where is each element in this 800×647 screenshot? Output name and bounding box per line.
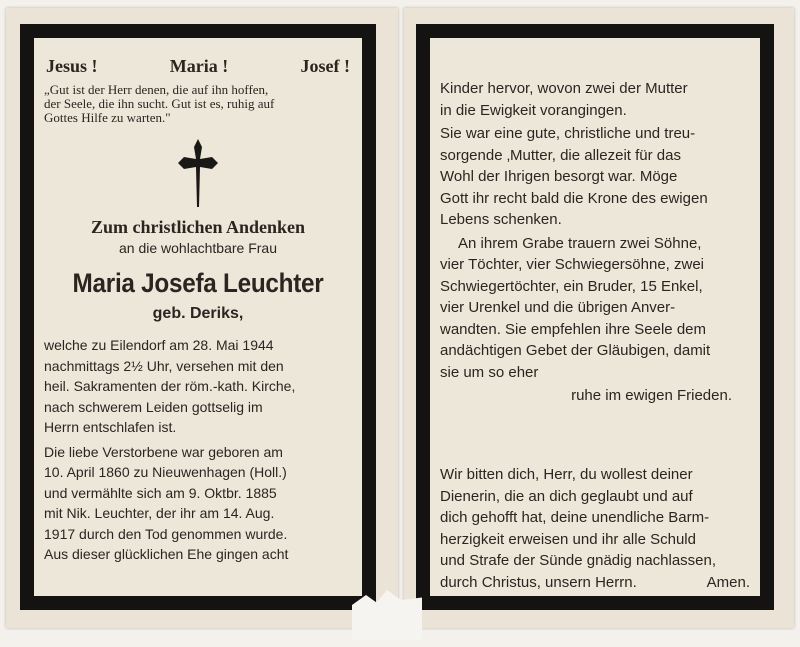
text-line: Kinder hervor, wovon zwei der Mutter: [440, 80, 688, 97]
invocation: [44, 56, 352, 77]
text-line: Sie war eine gute, christliche und treu-: [440, 125, 696, 142]
children-paragraph: [440, 78, 750, 121]
text-line: Wir bitten dich, Herr, du wollest deiner: [440, 466, 693, 483]
death-paragraph: [44, 335, 352, 438]
text-line: vier Urenkel und die übrigen Anver-: [440, 299, 676, 316]
invocation-josef: Josef !: [300, 56, 350, 76]
biography-paragraph: [44, 442, 352, 565]
text-line: Lebens schenken.: [440, 211, 562, 228]
heading: Zum christlichen Andenken: [90, 217, 306, 237]
text-line: durch Christus, unsern Herrn.: [440, 573, 637, 591]
birth-name: geb. Deriks,: [152, 305, 244, 322]
text-line: herzigkeit erweisen und ihr alle Schuld: [440, 530, 696, 548]
closing-line: [440, 572, 750, 594]
quote-line: der Seele, die ihn sucht. Gut ist es, ruhig auf: [44, 96, 275, 111]
text-line: Dienerin, die an dich geglaubt und auf: [440, 487, 693, 505]
text-line: vier Töchter, vier Schwiegersöhne, zwei: [440, 256, 705, 273]
text-line: Aus dieser glücklichen Ehe gingen acht: [44, 546, 289, 562]
text-line: und vermählte sich am 9. Oktbr. 1885: [44, 484, 277, 501]
subheading: an die wohlachtbare Frau: [119, 240, 277, 256]
text-line: dich gehofft hat, deine unendliche Barm-: [440, 509, 710, 526]
text-line: mit Nik. Leuchter, der ihr am 14. Aug.: [44, 505, 275, 521]
cross-icon: [176, 137, 220, 209]
quote-line: Gottes Hilfe zu warten.": [44, 110, 171, 125]
text-line: und Strafe der Sünde gnädig nachlassen,: [440, 552, 717, 569]
mourning-border-left: [20, 24, 376, 610]
text-line: in die Ewigkeit vorangingen.: [440, 101, 627, 119]
deceased-name: Maria Josefa Leuchter: [72, 268, 324, 298]
text-line: nachmittags 2½ Uhr, versehen mit den: [44, 357, 284, 374]
mourning-border-right: [416, 24, 774, 610]
text-line: Herrn entschlafen ist.: [44, 419, 177, 435]
invocation-maria: Maria !: [169, 56, 229, 76]
text-line: wandten. Sie empfehlen ihre Seele dem: [440, 320, 707, 338]
text-line: andächtigen Gebet der Gläubigen, damit: [440, 342, 711, 359]
invocation-jesus: Jesus !: [46, 56, 98, 76]
mourners-paragraph: [440, 233, 750, 384]
tribute-paragraph: [440, 123, 750, 231]
text-line: welche zu Eilendorf am 28. Mai 1944: [44, 337, 274, 353]
bible-quote: [44, 83, 352, 125]
right-panel: [404, 8, 794, 628]
text-line: Die liebe Verstorbene war geboren am: [44, 443, 283, 460]
text-line: sie um so eher: [440, 363, 539, 381]
peace-line: ruhe im ewigen Frieden.: [571, 387, 732, 404]
left-panel: [6, 8, 398, 628]
text-line: 10. April 1860 zu Nieuwenhagen (Holl.): [44, 464, 287, 480]
text-line: nach schwerem Leiden gottselig im: [44, 398, 263, 415]
text-line: Gott ihr recht bald die Krone des ewigen: [440, 189, 708, 207]
text-line: An ihrem Grabe trauern zwei Söhne,: [458, 234, 702, 252]
text-line: 1917 durch den Tod genommen wurde.: [44, 525, 288, 542]
prayer-paragraph: [440, 464, 750, 593]
text-line: heil. Sakramenten der röm.-kath. Kirche,: [44, 378, 296, 394]
amen: Amen.: [706, 573, 750, 591]
quote-line: „Gut ist der Herr denen, die auf ihn hoffen,: [44, 82, 269, 97]
text-line: sorgende ‚Mutter, die allezeit für das: [440, 146, 681, 164]
text-line: Schwiegertöchter, ein Bruder, 15 Enkel,: [440, 277, 703, 295]
text-line: Wohl der Ihrigen besorgt war. Möge: [440, 168, 678, 185]
